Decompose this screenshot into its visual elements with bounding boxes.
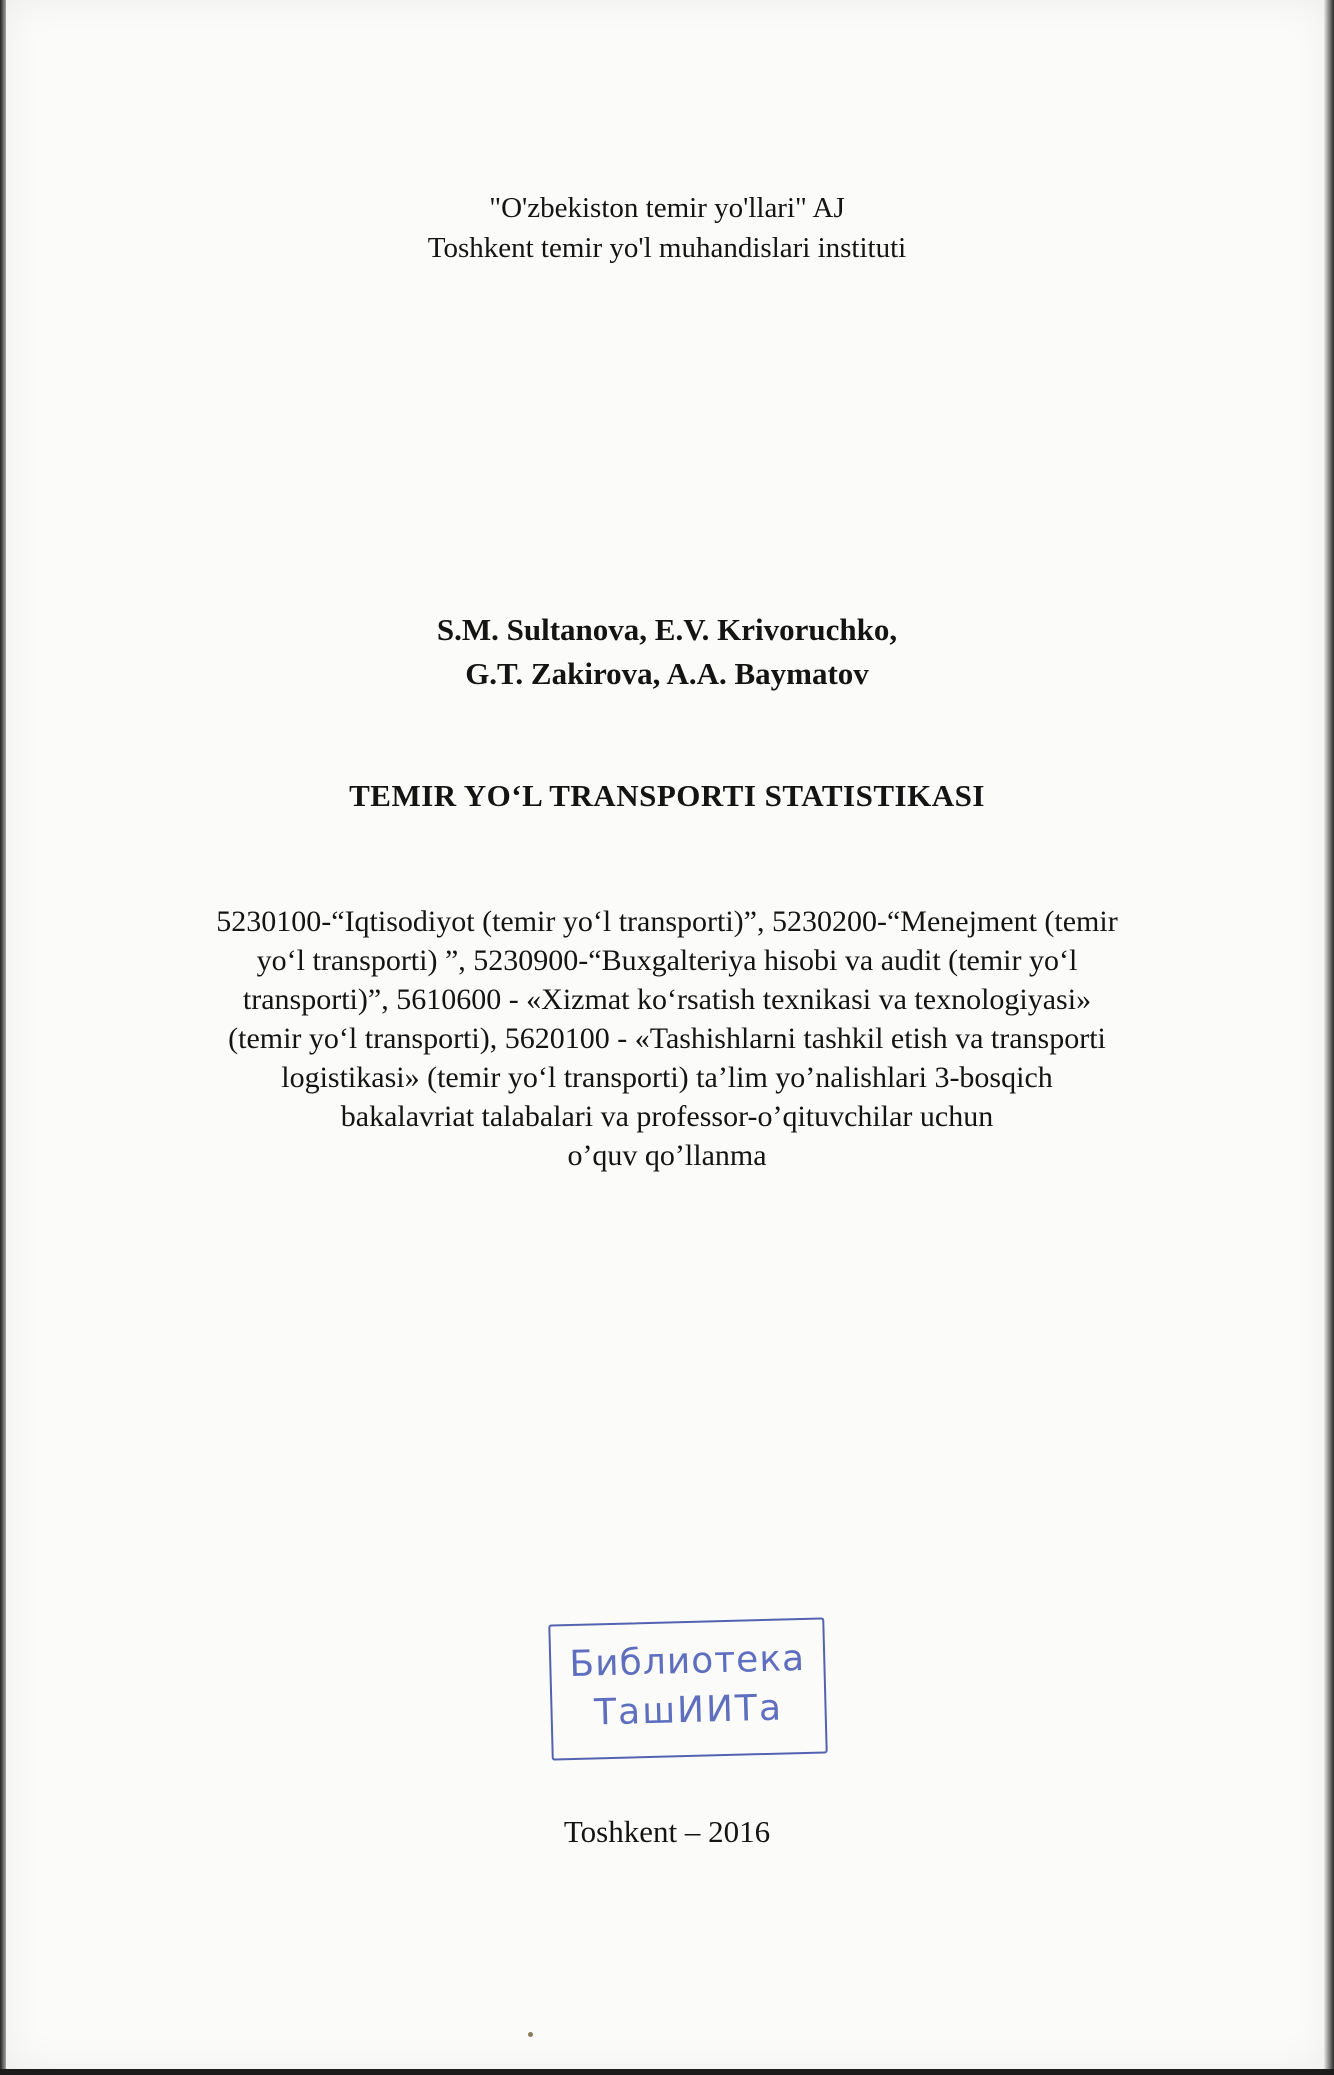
description-line: yo‘l transporti) ”, 5230900-“Buxgalteriya hisobi va audit (temir yo‘l [256,944,1078,977]
paper-speck [528,2032,533,2037]
description [116,902,1218,1175]
page-bottom-edge [0,2069,1334,2075]
authors-line-2: G.T. Zakirova, A.A. Baymatov [465,656,869,691]
place-and-year: Toshkent – 2016 [563,1814,771,1849]
institution-line-1: "O'zbekiston temir yo'llari" AJ [489,192,845,224]
description-line: o’quv qo’llanma [567,1139,767,1172]
authors-line-1: S.M. Sultanova, E.V. Krivoruchko, [436,612,898,647]
document-title: TEMIR YO‘L TRANSPORTI STATISTIKASI [349,778,985,813]
description-line: bakalavriat talabalari va professor-o’qituvchilar uchun [340,1100,994,1133]
page-right-edge [1324,0,1334,2075]
description-line: (temir yo‘l transporti), 5620100 - «Tashishlarni tashkil etish va transporti [228,1022,1106,1055]
description-line: logistikasi» (temir yo‘l transporti) ta’lim yo’nalishlari 3-bosqich [281,1061,1053,1094]
institution-line-2: Toshkent temir yo'l muhandislari instituti [427,232,907,264]
stamp-line-2: ТашИИТа [593,1687,784,1734]
authors [6,608,1328,696]
document-page [6,0,1328,2069]
description-line: 5230100-“Iqtisodiyot (temir yo‘l transporti)”, 5230200-“Menejment (temir [216,905,1118,938]
institution-header [6,188,1328,268]
library-stamp [548,1617,827,1760]
stamp-line-1: Библиотека [568,1637,806,1686]
description-line: transporti)”, 5610600 - «Xizmat ko‘rsatish texnikasi va texnologiyasi» [242,983,1092,1016]
